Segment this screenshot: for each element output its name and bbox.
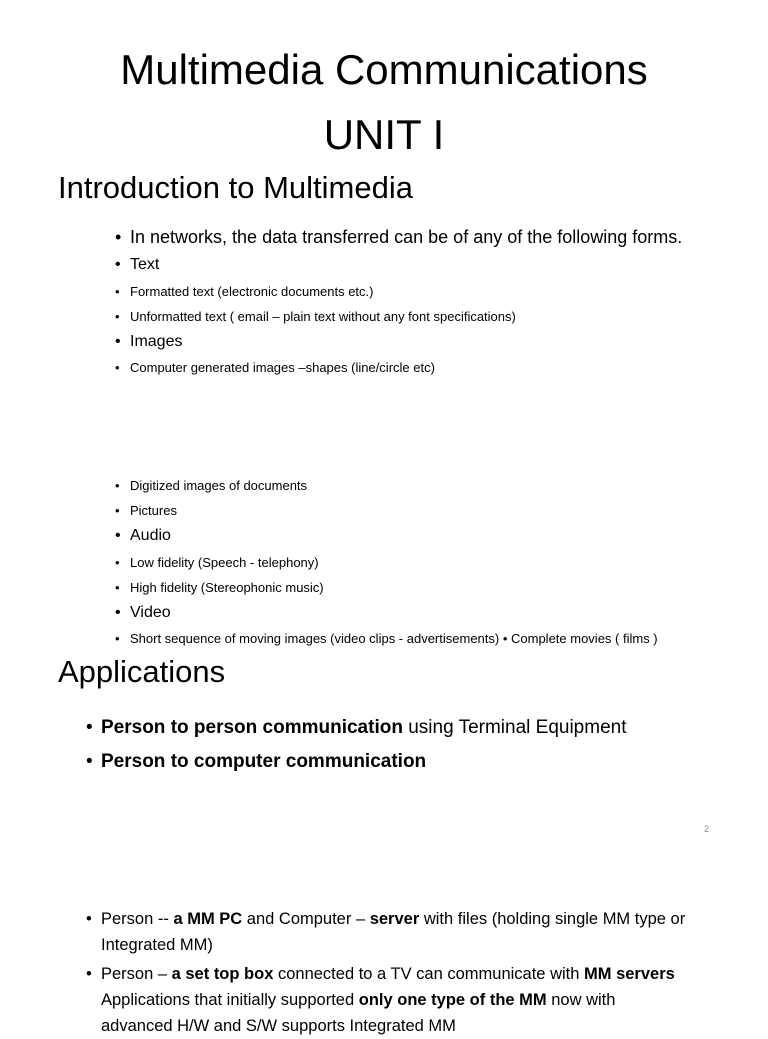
text: using Terminal Equipment xyxy=(402,717,627,738)
list-item: • Pictures xyxy=(130,502,177,520)
list-item xyxy=(101,750,426,774)
list-item: • Low fidelity (Speech - telephony) xyxy=(130,554,319,572)
list-item: • Short sequence of moving images (video clips - advertisements) • Complete movies ( films ) xyxy=(130,630,658,648)
list-item: • Text xyxy=(130,255,159,275)
document-title: Multimedia Communications xyxy=(120,46,648,93)
list-item: • Computer generated images –shapes (line/circle etc) xyxy=(130,359,435,377)
unit-title: UNIT I xyxy=(323,111,445,158)
page-number: 2 xyxy=(704,824,710,834)
list-item: • Video xyxy=(130,603,171,623)
truncated-line: advanced H/W and S/W supports Integrated MM xyxy=(101,1017,456,1035)
bold-text: Person to person communication xyxy=(101,717,403,738)
list-item: • Unformatted text ( email – plain text without any font specifications) xyxy=(130,308,516,326)
list-item: • Person -- a MM PC and Computer – server with files (holding single MM type or Integrated MM) xyxy=(101,906,711,958)
list-item: • Images xyxy=(130,332,182,352)
bold-text: Person to computer communication xyxy=(101,751,427,772)
list-item: • Digitized images of documents xyxy=(130,477,307,495)
list-item: • High fidelity (Stereophonic music) xyxy=(130,579,324,597)
list-item: • In networks, the data transferred can be of any of the following forms. xyxy=(130,226,682,248)
list-item: • Person – a set top box connected to a TV can communicate with MM servers Applications that initially supported only one type of the MM now with xyxy=(101,961,711,1013)
list-item: • Formatted text (electronic documents etc.) xyxy=(130,283,373,301)
intro-heading: Introduction to Multimedia xyxy=(58,170,413,205)
applications-heading: Applications xyxy=(58,654,226,689)
list-item xyxy=(101,716,626,740)
list-item: • Audio xyxy=(130,526,171,546)
